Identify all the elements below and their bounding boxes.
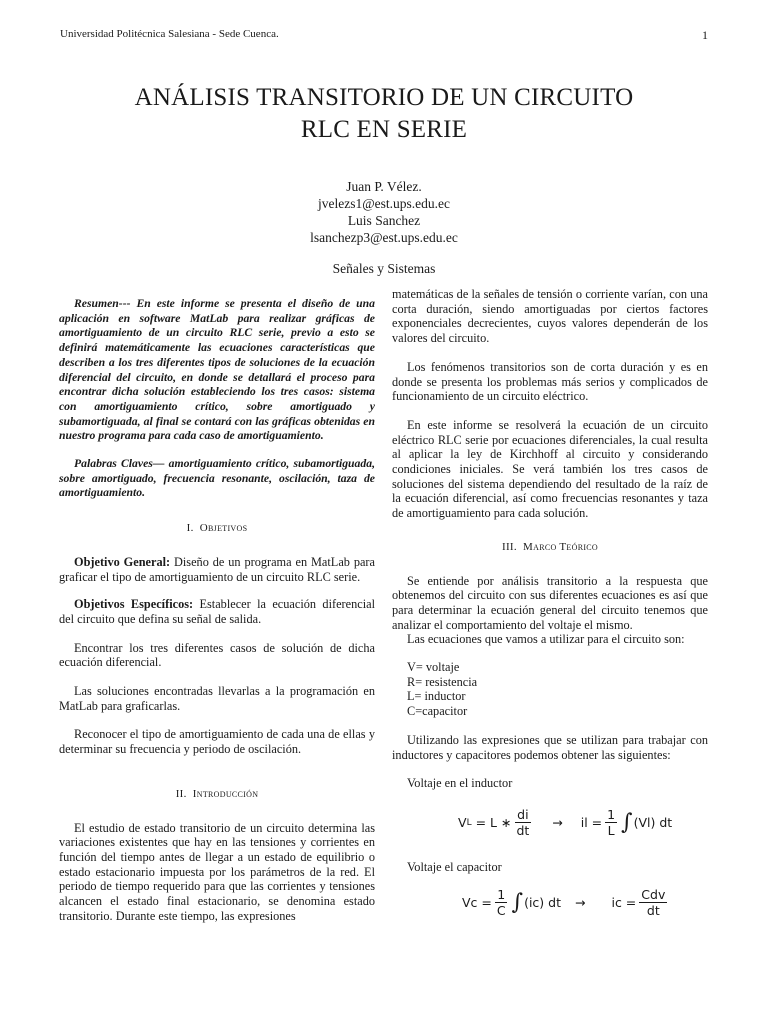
arrow-icon: → — [552, 815, 563, 830]
section-numeral: III. — [501, 540, 517, 553]
objetivos-especificos — [59, 597, 375, 626]
eq-subscript: L — [466, 817, 472, 828]
list-item: V= voltaje — [407, 660, 460, 675]
author-email: lsanchezp3@est.ups.edu.ec — [310, 230, 458, 245]
objetivos-especificos-label: Objetivos Específicos: — [74, 597, 194, 612]
paragraph: Se entiende por análisis transitorio a la respuesta que obtenemos del circuito con sus diferentes ecuaciones es así que para determinar la ecuación general del circuito tenemos que analizar el comportamiento del voltaje el mismo. — [392, 573, 708, 632]
section-heading-marco-teorico — [392, 540, 708, 555]
arrow-icon: → — [575, 895, 586, 910]
title-line-1: ANÁLISIS TRANSITORIO DE UN CIRCUITO — [134, 84, 634, 111]
eq-numerator: 1 — [497, 887, 506, 902]
title-line-2: RLC EN SERIE — [300, 116, 468, 143]
eq-fraction — [495, 888, 508, 917]
right-column — [392, 287, 708, 791]
paragraph: El estudio de estado transitorio de un circuito determina las variaciones existentes que hay en las tensiones y corrientes en función del tiempo antes de llegar a un estado de equilibrio o estado estacionario impuesta por los parámetros de la red. El periodo de tiempo requerido para que las corrientes y tensiones alcancen el estado final estacionario, se denomina estado transitorio. Durante este tiempo, las expresiones — [59, 820, 375, 923]
eq-denominator: dt — [516, 823, 530, 838]
label-voltaje-capacitor: Voltaje el capacitor — [407, 860, 502, 874]
eq-fraction — [639, 888, 667, 917]
eq-denominator: L — [607, 823, 615, 838]
equation-inductor — [458, 808, 672, 837]
author-name: Luis Sanchez — [347, 213, 421, 228]
eq-numerator: di — [517, 807, 529, 822]
running-head: Universidad Politécnica Salesiana - Sede Cuenca. — [60, 28, 279, 40]
objetivos-especificos-text: Establecer la ecuación diferencial del circuito que defina su señal de salida. — [59, 597, 375, 626]
integral-icon: ∫ — [621, 810, 633, 835]
author-name: Juan P. Vélez. — [346, 179, 422, 194]
eq-text: = L ∗ — [475, 815, 512, 830]
section-title: Objetivos — [199, 522, 248, 535]
section-title: Introducción — [192, 787, 259, 800]
paper-title — [60, 82, 708, 146]
eq-symbol: V — [458, 815, 467, 830]
eq-denominator: dt — [646, 903, 660, 918]
eq-numerator: Cdv — [641, 887, 666, 902]
integral-icon: ∫ — [511, 890, 524, 915]
paragraph: Utilizando las expresiones que se utilizan para trabajar con inductores y capacitores podemos obtener las siguientes: — [392, 732, 708, 762]
objetivo-general — [59, 555, 375, 584]
eq-denominator: C — [496, 903, 506, 918]
equation-capacitor — [462, 888, 670, 917]
author-block — [60, 178, 708, 246]
variable-list — [392, 660, 708, 719]
eq-text: (ic) dt — [524, 895, 561, 910]
abstract: Resumen--- En este informe se presenta el diseño de una aplicación en software MatLab para realizar gráficas de amortiguamiento de un circuito RLC serie, previo a esto se definirá matemáticamente las ecuaciones características que describen a los tres diferentes tipos de soluciones de la ecuación diferencial del circuito, en donde se detallará el proceso para encontrar dicha solución estableciendo los tres casos: sistema con amortiguamiento crítico, sobre amortiguado y subamortiguada, al final se contará con las gráficas obtenidas en nuestro programa para cada caso de amortiguamiento. — [59, 297, 375, 443]
eq-fraction — [605, 808, 617, 837]
eq-numerator: 1 — [607, 807, 616, 822]
paragraph: Las ecuaciones que vamos a utilizar para el circuito son: — [407, 632, 685, 647]
left-column — [59, 297, 375, 924]
paragraph: Los fenómenos transitorios son de corta duración y es en donde se presenta los problemas más serios y complicados de funcionamiento de un circuito eléctrico. — [392, 359, 708, 404]
eq-text: ic = — [611, 895, 637, 910]
eq-text: (Vl) dt — [633, 815, 673, 830]
list-item: L= inductor — [407, 689, 466, 704]
paragraph: Las soluciones encontradas llevarlas a la programación en MatLab para graficarlas. — [59, 684, 375, 713]
capacitor-label-block — [392, 860, 708, 875]
paragraph: Encontrar los tres diferentes casos de solución de dicha ecuación diferencial. — [59, 640, 375, 670]
section-heading-introduccion — [59, 787, 375, 802]
author-email: jvelezs1@est.ups.edu.ec — [317, 196, 450, 211]
section-numeral: I. — [186, 522, 194, 535]
section-numeral: II. — [175, 787, 187, 800]
eq-fraction — [514, 808, 531, 837]
list-item: R= resistencia — [407, 674, 478, 689]
paragraph: matemáticas de la señales de tensión o corriente varían, con una corta duración, siendo amortiguadas por ciertos factores exponenciales decrecientes, cuyos valores dependerán de los valores del circuito. — [392, 287, 708, 346]
eq-text: Vc = — [462, 895, 492, 910]
section-title: Marco Teórico — [523, 540, 599, 553]
objetivo-general-text: Diseño de un programa en MatLab para graficar el tipo de amortiguamiento de un circuito RLC serie. — [59, 554, 375, 584]
eq-text: il = — [580, 815, 603, 830]
objetivo-general-label: Objetivo General: — [74, 554, 171, 569]
paragraph: En este informe se resolverá la ecuación de un circuito eléctrico RLC serie por ecuaciones diferenciales, la cual resulta al aplicar la ley de Kirchhoff al circuito y considerando condiciones iniciales. Se verá también los tres casos de soluciones del sistema dependiendo del resultado de la raíz de la ecuación diferencial, así como frecuencias resonantes y taza de amortiguamiento para cada solución. — [392, 417, 708, 521]
paragraph: Reconocer el tipo de amortiguamiento de cada una de ellas y determinar su frecuencia y periodo de oscilación. — [59, 727, 375, 757]
list-item: C=capacitor — [407, 704, 468, 719]
section-heading-objetivos — [59, 521, 375, 536]
label-voltaje-inductor: Voltaje en el inductor — [407, 776, 513, 791]
course-name: Señales y Sistemas — [332, 261, 436, 276]
keywords: Palabras Claves— amortiguamiento crítico, subamortiguada, sobre amortiguado, frecuencia resonante, oscilación, taza de amortiguamiento. — [59, 457, 375, 500]
page-number: 1 — [702, 28, 708, 42]
